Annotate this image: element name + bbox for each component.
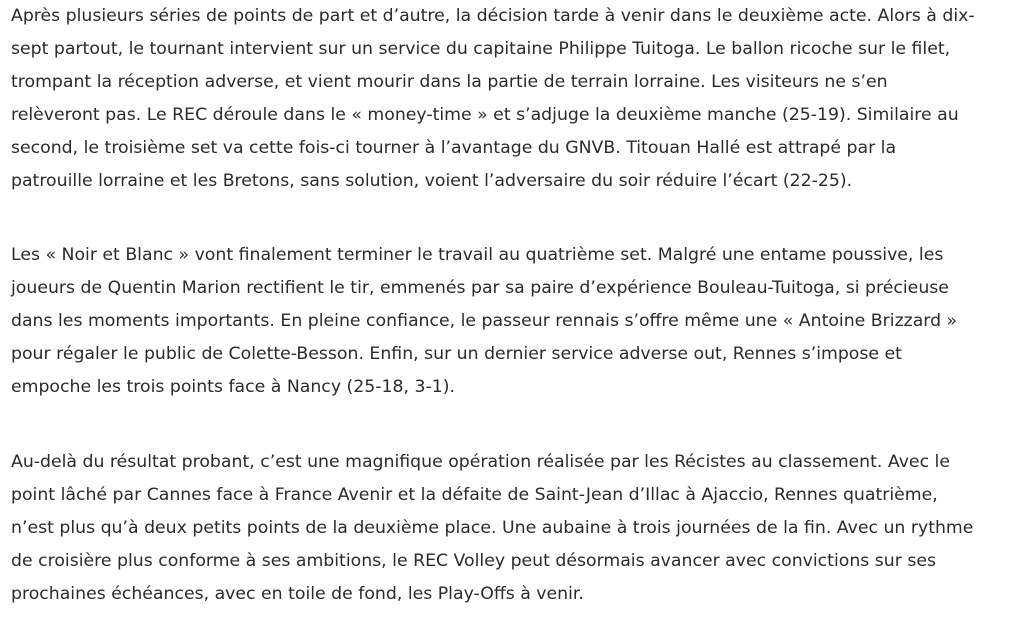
text-line: second, le troisième set va cette fois-ci tourner à l’avantage du GNVB. Titouan Hallé est attrapé par la xyxy=(11,138,897,158)
article-paragraph-3 xyxy=(11,446,973,611)
text-line: patrouille lorraine et les Bretons, sans solution, voient l’adversaire du soir réduire l’écart (22-25). xyxy=(11,171,853,191)
text-line: sept partout, le tournant intervient sur un service du capitaine Philippe Tuitoga. Le ballon ricoche sur le filet, xyxy=(11,39,951,59)
text-line: joueurs de Quentin Marion rectifient le tir, emmenés par sa paire d’expérience Bouleau-Tuitoga, si précieuse xyxy=(11,278,949,298)
text-line: Les « Noir et Blanc » vont finalement terminer le travail au quatrième set. Malgré une entame poussive, les xyxy=(11,245,944,265)
text-line: trompant la réception adverse, et vient mourir dans la partie de terrain lorraine. Les visiteurs ne s’en xyxy=(11,72,888,92)
text-line: empoche les trois points face à Nancy (25-18, 3-1). xyxy=(11,377,455,397)
text-line: prochaines échéances, avec en toile de fond, les Play-Offs à venir. xyxy=(11,584,584,604)
text-line: relèveront pas. Le REC déroule dans le « money-time » et s’adjuge la deuxième manche (25-19). Similaire au xyxy=(11,105,959,125)
article-paragraph-2 xyxy=(11,239,957,404)
text-line: Au-delà du résultat probant, c’est une magnifique opération réalisée par les Récistes au classement. Avec le xyxy=(11,452,950,472)
text-line: dans les moments importants. En pleine confiance, le passeur rennais s’offre même une « Antoine Brizzard » xyxy=(11,311,958,331)
text-line: pour régaler le public de Colette-Besson. Enfin, sur un dernier service adverse out, Rennes s’impose et xyxy=(11,344,902,364)
article-paragraph-1 xyxy=(11,0,975,198)
text-line: n’est plus qu’à deux petits points de la deuxième place. Une aubaine à trois journées de la fin. Avec un rythme xyxy=(11,518,974,538)
text-line: point lâché par Cannes face à France Avenir et la défaite de Saint-Jean d’Illac à Ajaccio, Rennes quatrième, xyxy=(11,485,938,505)
text-line: de croisière plus conforme à ses ambitions, le REC Volley peut désormais avancer avec convictions sur ses xyxy=(11,551,936,571)
text-line: Après plusieurs séries de points de part et d’autre, la décision tarde à venir dans le deuxième acte. Alors à dix- xyxy=(11,6,975,26)
